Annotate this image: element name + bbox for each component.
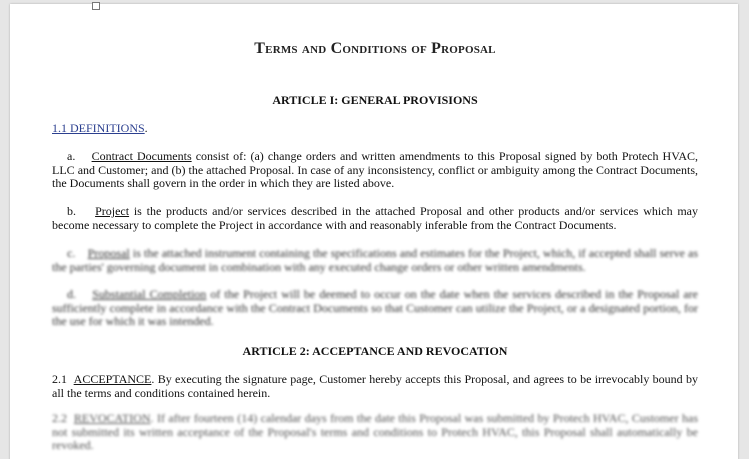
item-marker: c. — [67, 246, 76, 260]
term-acceptance: ACCEPTANCE — [73, 372, 152, 386]
term-project: Project — [95, 204, 130, 218]
section-2-2 — [52, 412, 698, 453]
item-text: of the Project will be deemed to occur on the date when the services described in the Proposal are sufficiently complete in accordance with the Contract Documents so that Customer can utilize the Project, or a designated portion, for the use for which it was intended. — [52, 287, 698, 328]
term-substantial-completion: Substantial Completion — [92, 287, 207, 301]
definition-item-a — [52, 150, 698, 191]
item-text: consist of: (a) change orders and written amendments to this Proposal signed by both Protech HVAC, LLC and Customer; and (b) the attached Proposal. In case of any inconsistency, conflict or ambiguity among the Contract Documents, the Documents shall govern in the order in which they are listed above. — [52, 149, 698, 190]
section-number: 2.2 — [52, 411, 67, 425]
definition-item-b — [52, 205, 698, 232]
item-marker: b. — [67, 204, 76, 218]
term-contract-documents: Contract Documents — [91, 149, 192, 163]
section-number: 2.1 — [52, 372, 67, 386]
term-revocation: REVOCATION — [73, 411, 151, 425]
section-1-1-heading — [52, 122, 698, 136]
definition-item-d — [52, 288, 698, 329]
term-proposal: Proposal — [87, 246, 130, 260]
item-text: is the products and/or services described in the attached Proposal and other products and/or services which may become necessary to complete the Project in accordance with and reasonably inferable from the Contract Documents. — [52, 204, 698, 232]
definitions-suffix: . — [144, 121, 148, 135]
item-text: is the attached instrument containing the specifications and estimates for the Project, which, if accepted shall serve as the parties' governing document in combination with any executed change orders or other written amendments. — [52, 246, 699, 274]
section-text: . By executing the signature page, Customer hereby accepts this Proposal, and agrees to be irrevocably bound by all the terms and conditions contained herein. — [52, 372, 699, 400]
text-cursor-marker — [92, 2, 100, 10]
article-2-heading: ARTICLE 2: ACCEPTANCE AND REVOCATION — [242, 344, 508, 358]
definitions-link[interactable]: 1.1 DEFINITIONS — [52, 121, 145, 135]
item-marker: a. — [67, 149, 76, 163]
document-page[interactable] — [10, 4, 738, 459]
section-text: . If after fourteen (14) calendar days from the date this Proposal was submitted by Protech HVAC, Customer has not submitted its written acceptance of the Proposal's terms and conditions to Protech HVAC, this Proposal shall automatically be revoked. — [52, 411, 698, 452]
section-2-1 — [52, 373, 698, 400]
document-title: Terms and Conditions of Proposal — [254, 40, 496, 57]
definition-item-c — [52, 247, 698, 274]
item-marker: d. — [67, 287, 76, 301]
article-1-heading: ARTICLE I: GENERAL PROVISIONS — [272, 93, 478, 107]
